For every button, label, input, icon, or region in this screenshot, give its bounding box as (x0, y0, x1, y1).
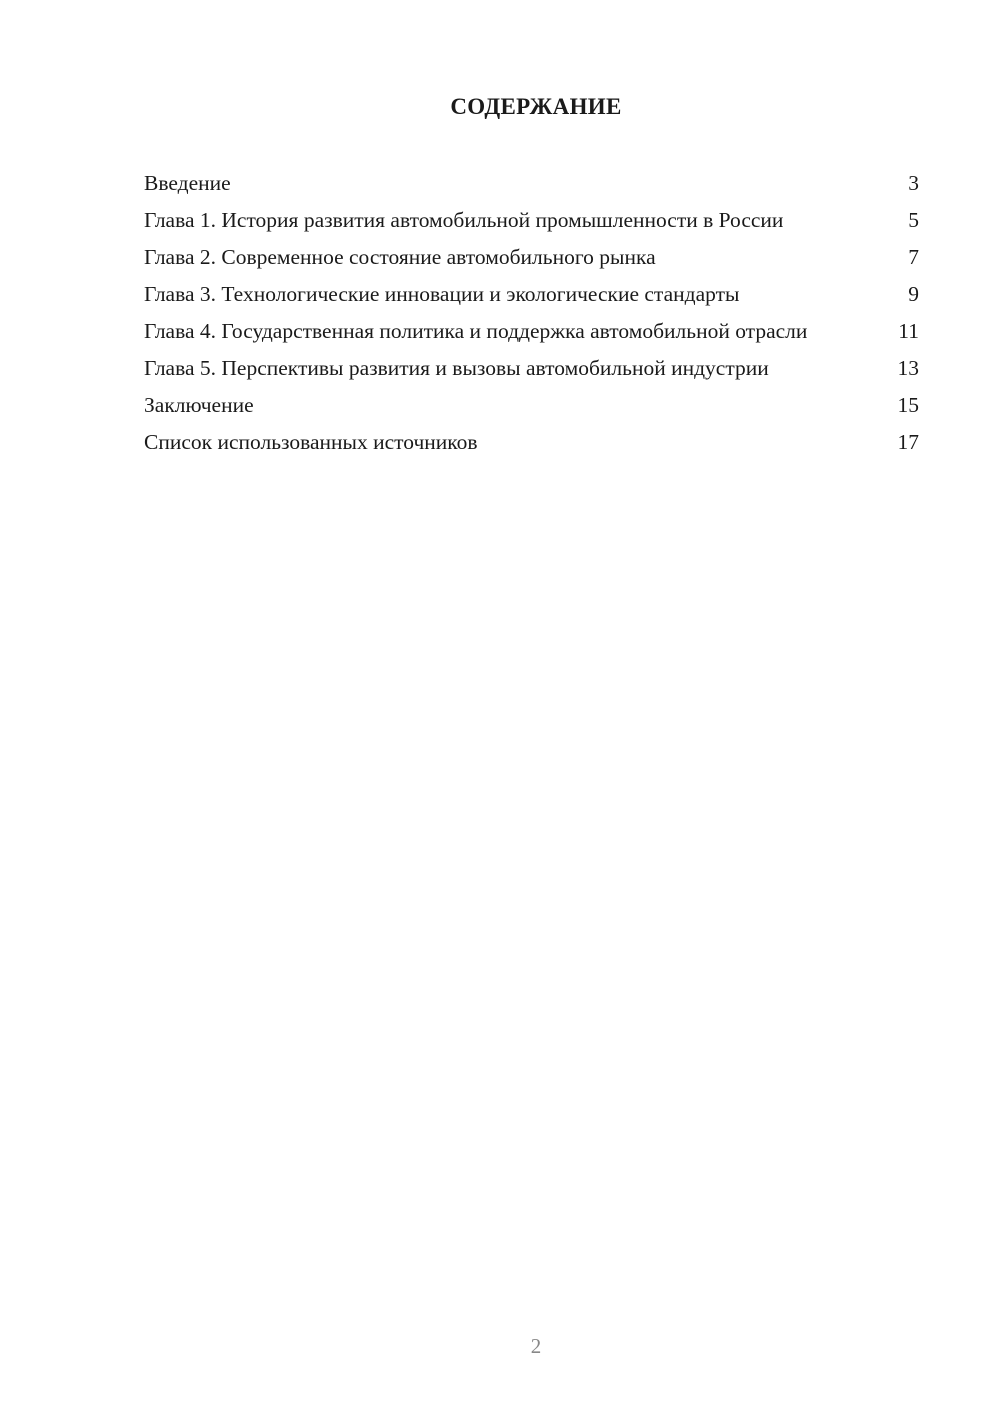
toc-entry-page: 5 (908, 208, 919, 232)
toc-entry-page: 9 (908, 282, 919, 306)
toc-entry-page: 17 (897, 430, 919, 454)
toc-entry-introduction (144, 170, 919, 196)
table-of-contents (144, 170, 919, 466)
page-number: 2 (530, 1334, 542, 1358)
toc-entry-references (144, 429, 919, 455)
toc-entry-chapter-4 (144, 318, 919, 344)
toc-entry-label: Заключение (144, 393, 254, 417)
toc-entry-chapter-2 (144, 244, 919, 270)
toc-entry-chapter-3 (144, 281, 919, 307)
toc-entry-page: 15 (897, 393, 919, 417)
toc-entry-label: Глава 2. Современное состояние автомобильного рынка (144, 245, 656, 269)
toc-entry-page: 3 (908, 171, 919, 195)
toc-entry-label: Глава 3. Технологические инновации и экологические стандарты (144, 282, 740, 306)
toc-entry-chapter-5 (144, 355, 919, 381)
page-title: СОДЕРЖАНИЕ (450, 94, 622, 119)
toc-entry-chapter-1 (144, 207, 919, 233)
toc-entry-page: 11 (898, 319, 919, 343)
toc-entry-label: Глава 1. История развития автомобильной промышленности в России (144, 208, 784, 232)
toc-entry-page: 7 (908, 245, 919, 269)
toc-entry-conclusion (144, 392, 919, 418)
toc-entry-label: Глава 5. Перспективы развития и вызовы автомобильной индустрии (144, 356, 769, 380)
toc-entry-page: 13 (897, 356, 919, 380)
toc-entry-label: Глава 4. Государственная политика и поддержка автомобильной отрасли (144, 319, 808, 343)
toc-entry-label: Список использованных источников (144, 430, 478, 454)
toc-entry-label: Введение (144, 171, 231, 195)
